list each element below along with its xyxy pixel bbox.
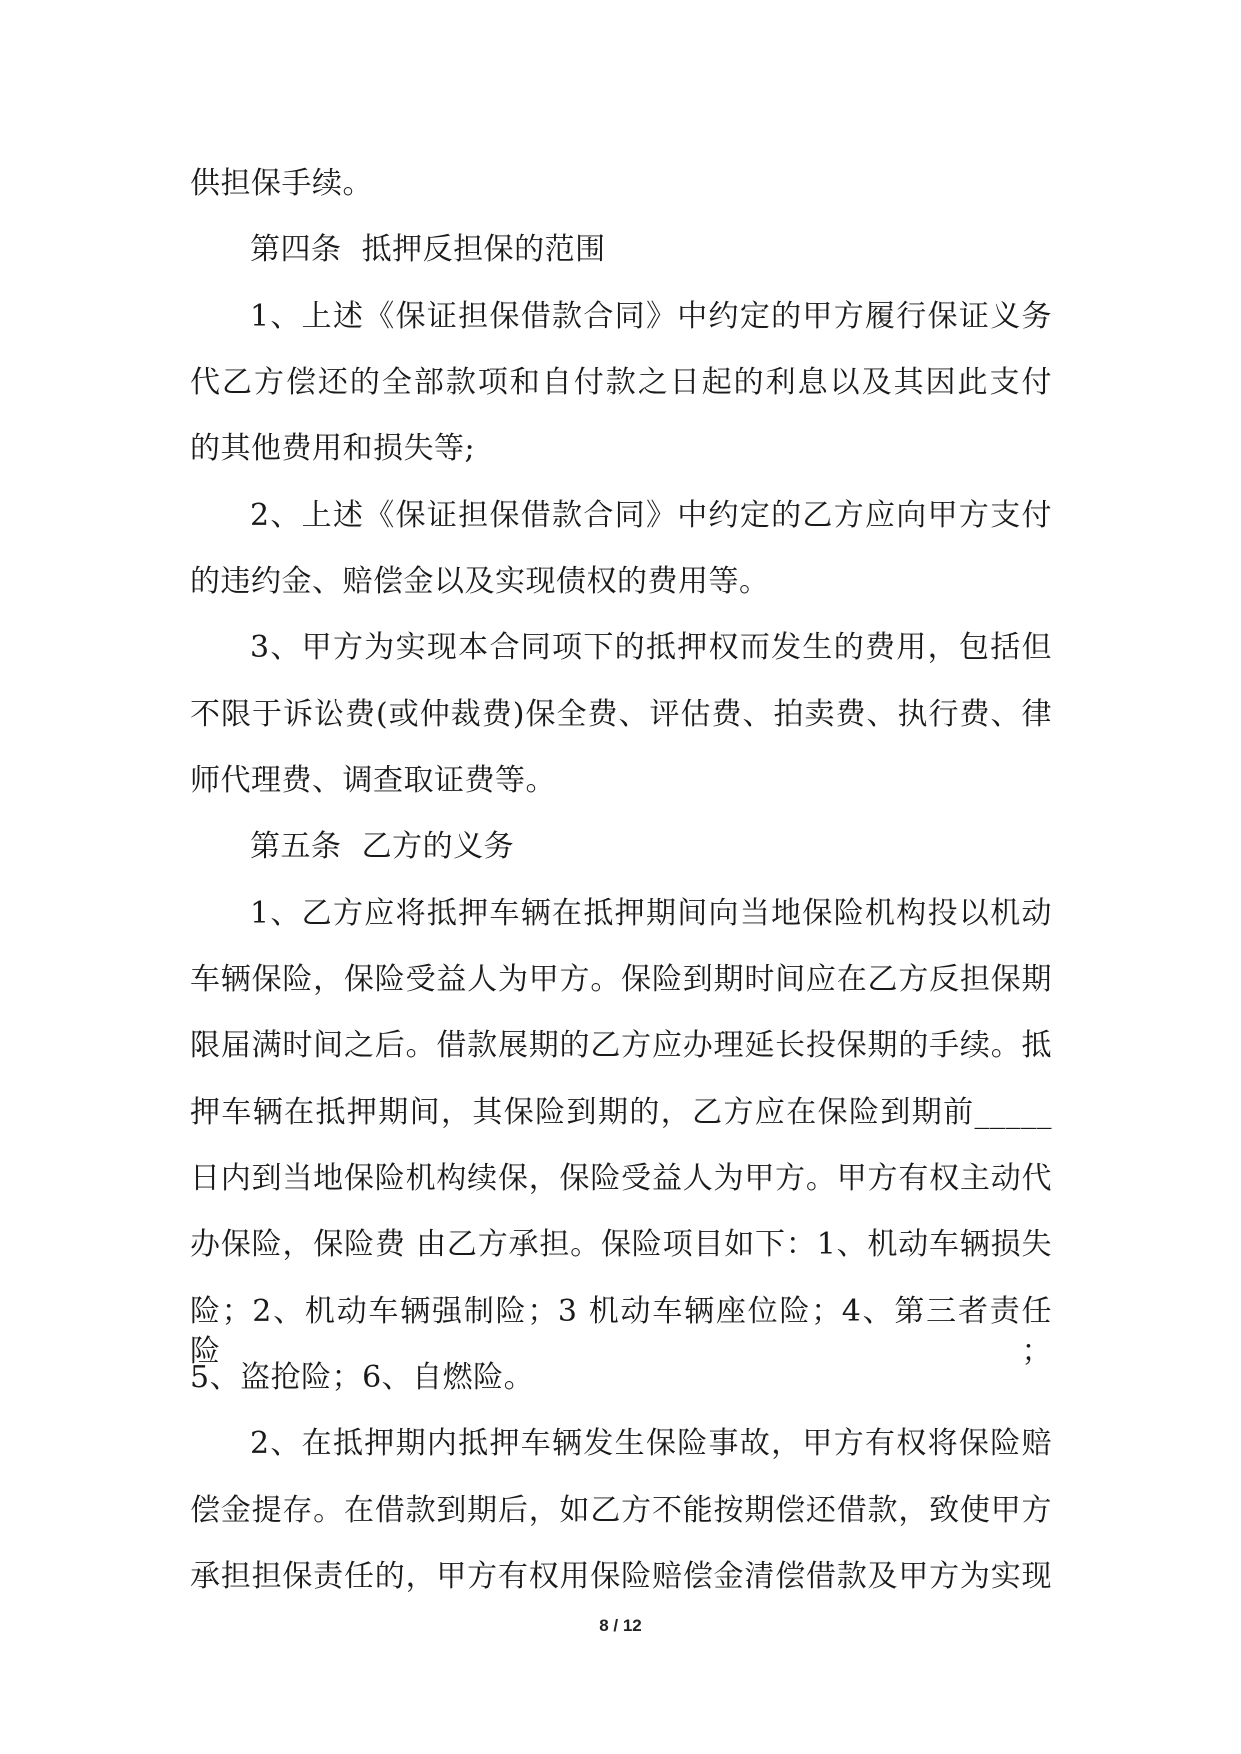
text-line: 供担保手续。 (190, 166, 373, 201)
text-line: 1、上述《保证担保借款合同》中约定的甲方履行保证义务 (250, 299, 1052, 334)
text-line: 车辆保险，保险受益人为甲方。保险到期时间应在乙方反担保期 (190, 962, 1052, 997)
text-line: 5、盗抢险；6、自燃险。 (190, 1360, 535, 1395)
text-line: 的违约金、赔偿金以及实现债权的费用等。 (190, 564, 770, 599)
text-line: 不限于诉讼费(或仲裁费)保全费、评估费、拍卖费、执行费、律 (190, 697, 1052, 732)
text-line: 师代理费、调查取证费等。 (190, 763, 556, 798)
text-line: 办保险，保险费 由乙方承担。保险项目如下：1、机动车辆损失 (190, 1227, 1052, 1262)
text-line: 的其他费用和损失等; (190, 431, 476, 466)
text-line: 偿金提存。在借款到期后，如乙方不能按期偿还借款，致使甲方 (190, 1493, 1052, 1528)
page-number: 8 / 12 (599, 1616, 642, 1635)
text-line: 3、甲方为实现本合同项下的抵押权而发生的费用，包括但 (250, 630, 1052, 665)
text-line: 押车辆在抵押期间，其保险到期的，乙方应在保险到期前_____ (190, 1095, 1052, 1130)
text-line: 限届满时间之后。借款展期的乙方应办理延长投保期的手续。抵 (190, 1028, 1052, 1063)
text-line: 1、乙方应将抵押车辆在抵押期间向当地保险机构投以机动 (250, 896, 1052, 931)
text-line: 日内到当地保险机构续保，保险受益人为甲方。甲方有权主动代 (190, 1161, 1052, 1196)
text-line: 险；2、机动车辆强制险；3 机动车辆座位险；4、第三者责任险； (190, 1294, 1052, 1369)
text-line: 2、上述《保证担保借款合同》中约定的乙方应向甲方支付 (250, 498, 1052, 533)
section-heading: 第五条 乙方的义务 (250, 829, 515, 864)
text-line: 代乙方偿还的全部款项和自付款之日起的利息以及其因此支付 (190, 365, 1052, 400)
text-line: 2、在抵押期内抵押车辆发生保险事故，甲方有权将保险赔 (250, 1426, 1052, 1461)
text-line: 承担担保责任的，甲方有权用保险赔偿金清偿借款及甲方为实现 (190, 1559, 1052, 1594)
section-heading: 第四条 抵押反担保的范围 (250, 232, 606, 267)
